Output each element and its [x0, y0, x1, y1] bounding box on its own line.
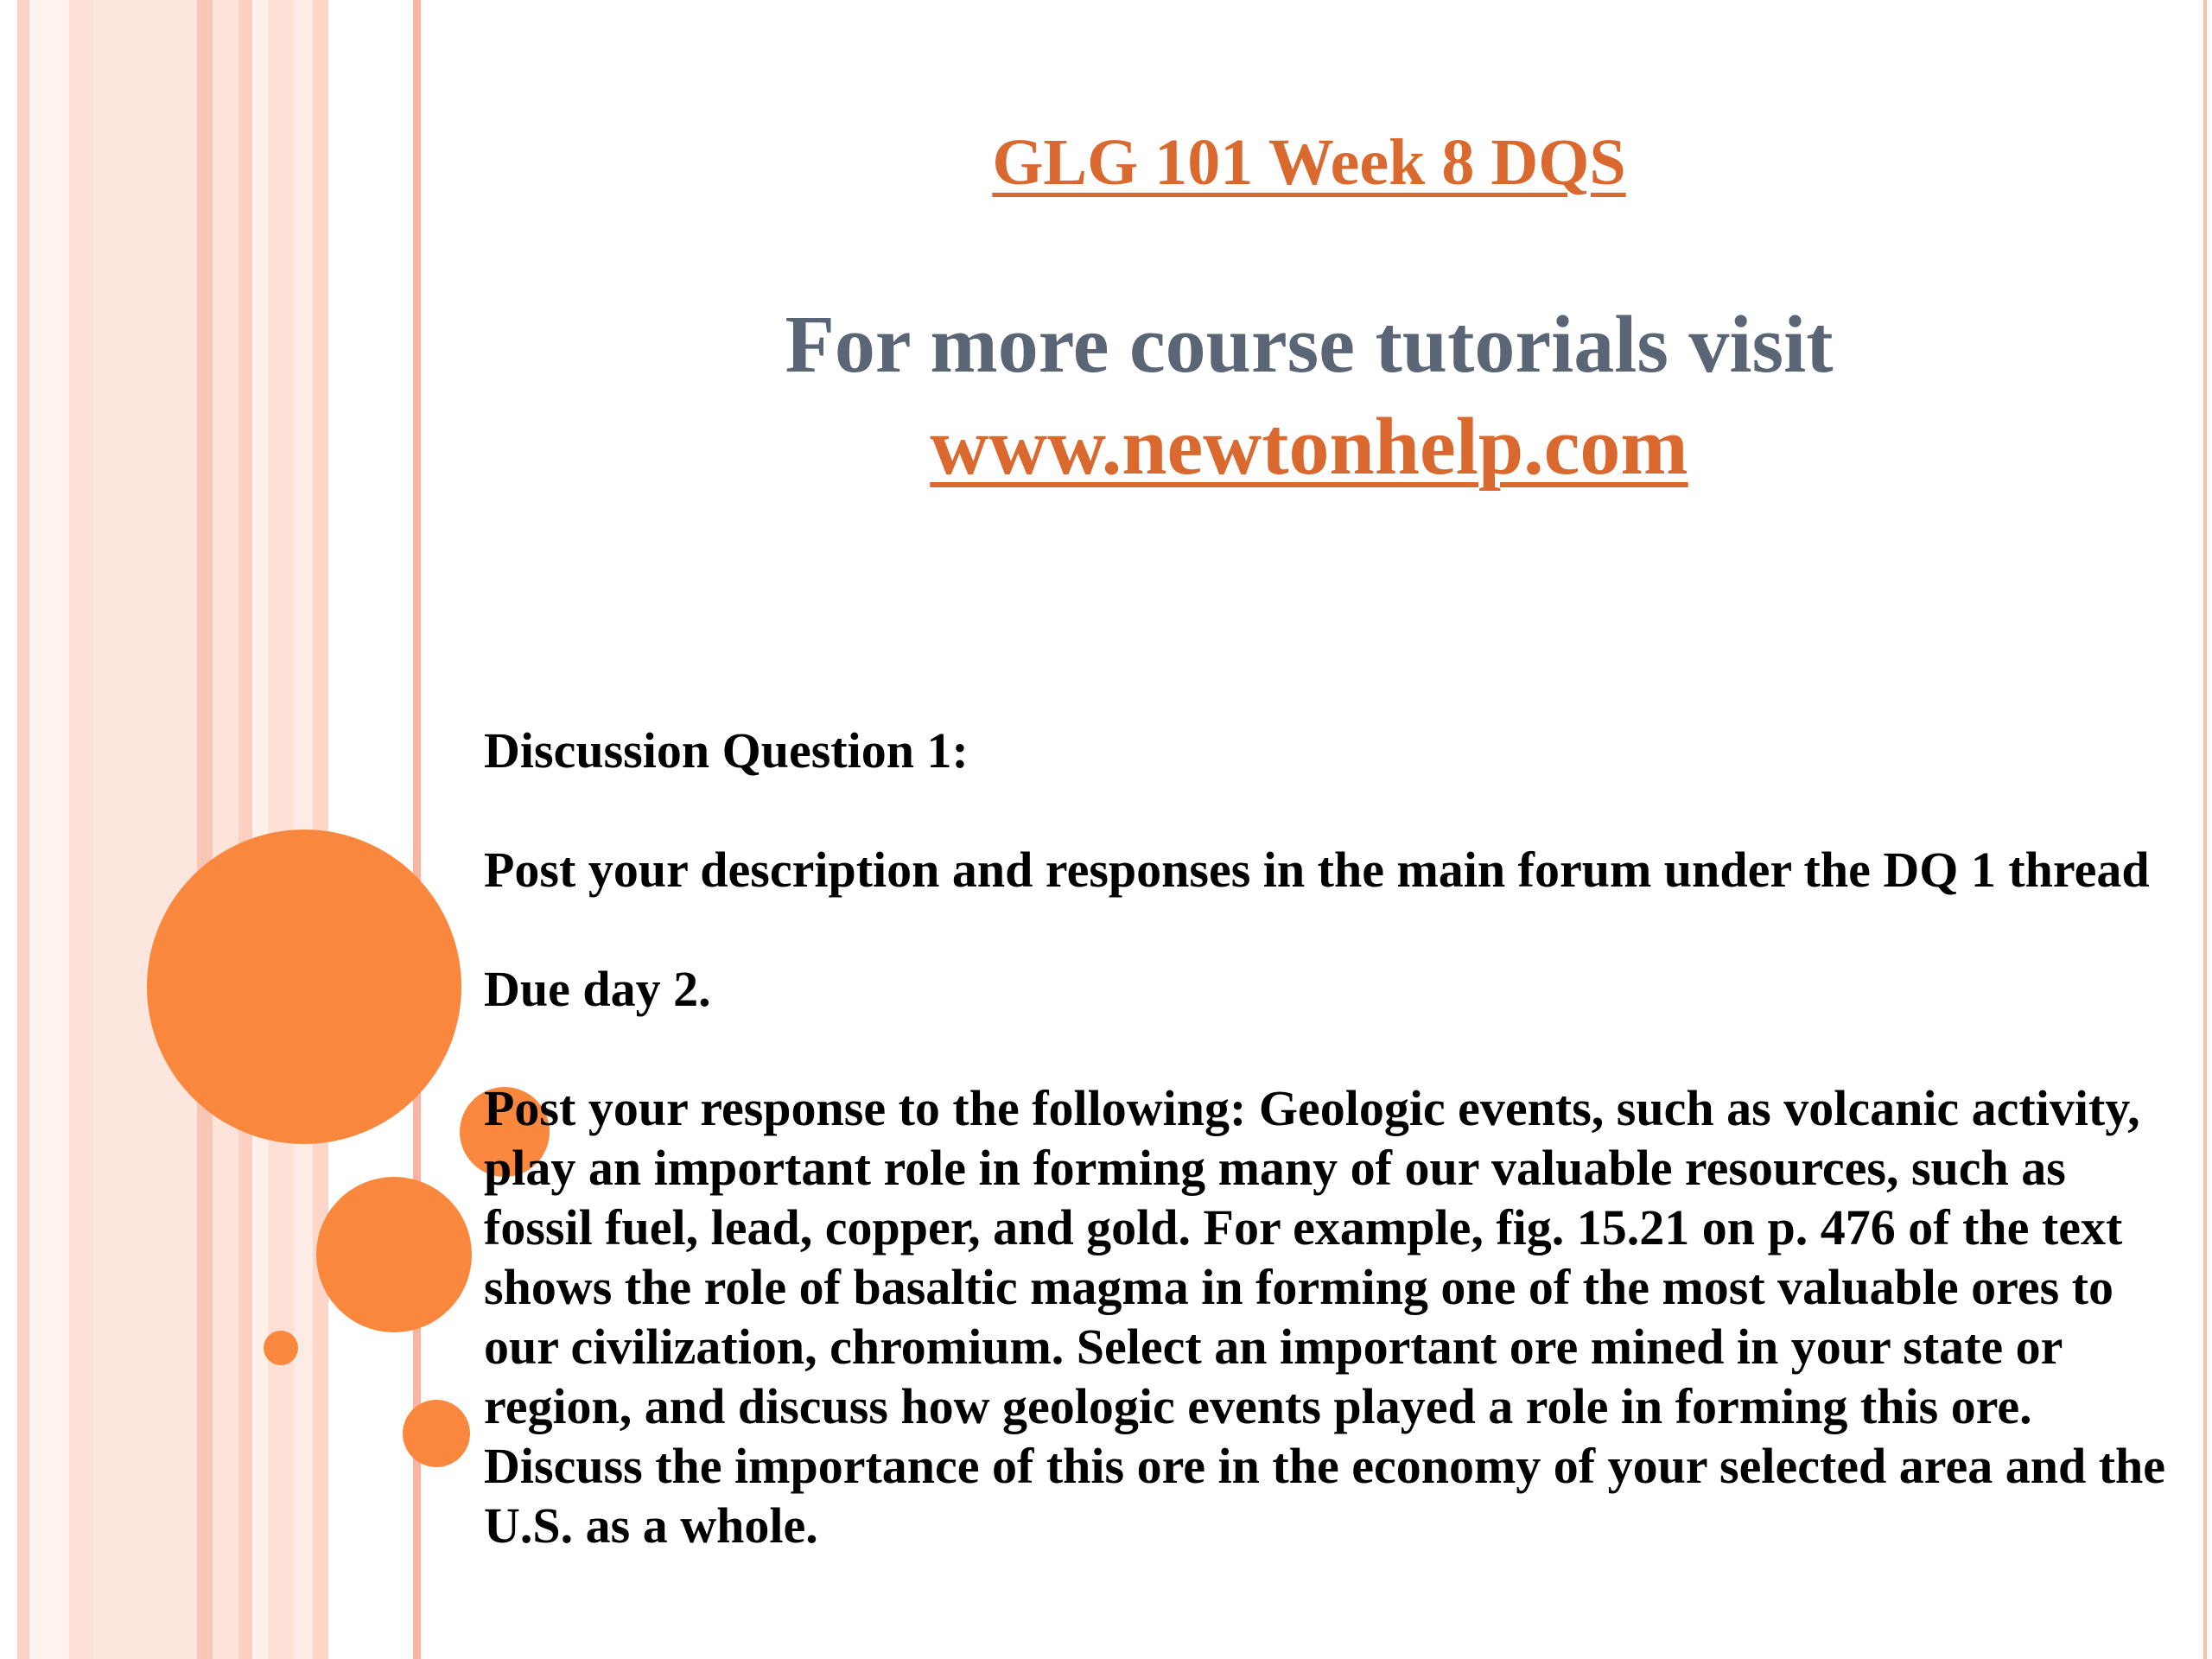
question-line: fossil fuel, lead, copper, and gold. For example, fig. 15.21 on p. 476 of the text: [484, 1199, 2123, 1255]
subtitle-text: For more course tutorials visit: [785, 300, 1834, 390]
instruction-text: Post your description and responses in the main forum under the DQ 1 thread: [484, 842, 2150, 898]
question-line: our civilization, chromium. Select an important ore mined in your state or: [484, 1319, 2063, 1375]
due-date-text: Due day 2.: [484, 961, 711, 1017]
question-line: Post your response to the following: Geologic events, such as volcanic activity,: [484, 1080, 2140, 1136]
discussion-heading: Discussion Question 1:: [484, 722, 969, 779]
question-line: region, and discuss how geologic events played a role in forming this ore.: [484, 1378, 2032, 1434]
question-line: play an important role in forming many of our valuable resources, such as: [484, 1140, 2066, 1196]
website-link[interactable]: www.newtonhelp.com: [930, 402, 1688, 492]
question-line: Discuss the importance of this ore in the economy of your selected area and the: [484, 1438, 2166, 1494]
question-paragraph: [484, 1078, 2212, 1555]
question-line: U.S. as a whole.: [484, 1497, 818, 1554]
question-line: shows the role of basaltic magma in forming one of the most valuable ores to: [484, 1259, 2113, 1315]
subtitle: [743, 294, 1875, 498]
slide-title: GLG 101 Week 8 DQS: [992, 126, 1626, 199]
